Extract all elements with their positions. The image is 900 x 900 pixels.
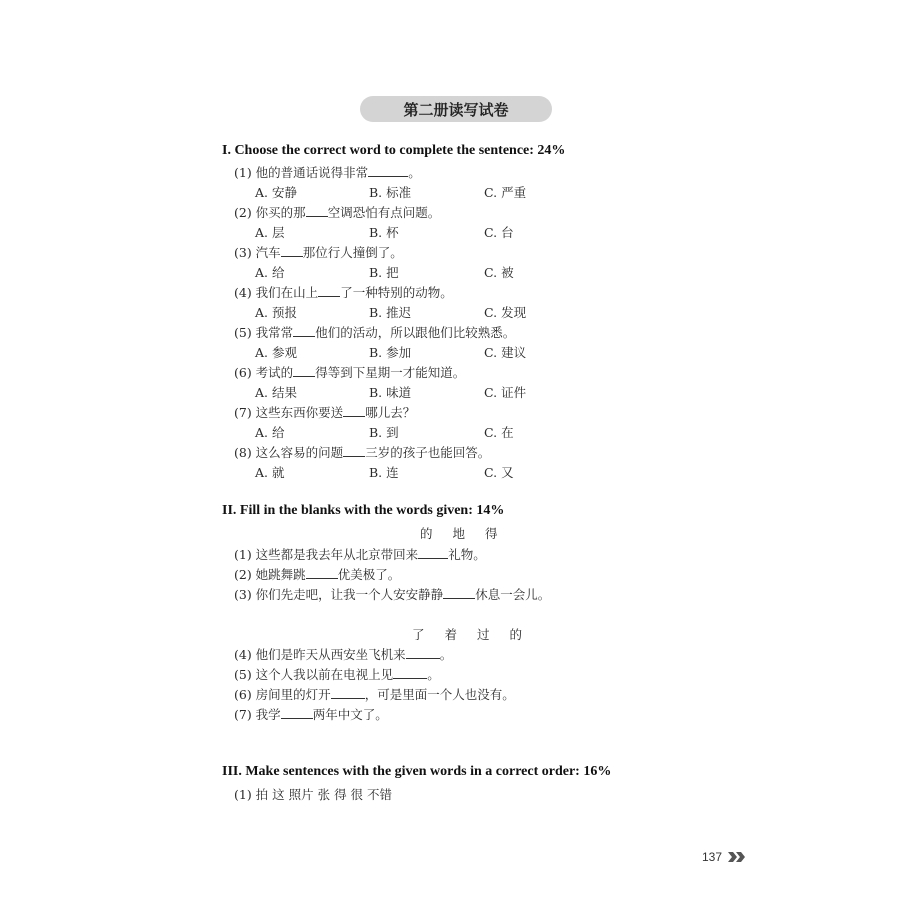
answer-option[interactable]: C. 发现 <box>484 305 527 320</box>
question-4 <box>234 283 453 301</box>
answer-blank[interactable] <box>368 164 408 177</box>
question-text: 了一种特别的动物。 <box>340 285 453 300</box>
answer-option[interactable]: A. 预报 <box>255 305 297 320</box>
answer-option[interactable]: B. 到 <box>369 425 399 440</box>
fill-item-text: 。 <box>439 647 453 662</box>
question-1 <box>234 163 421 181</box>
question-8 <box>234 443 490 461</box>
question-text: (6) 考试的 <box>234 365 294 380</box>
word-bank-item: 了 <box>412 627 425 642</box>
answer-blank[interactable] <box>393 666 427 679</box>
fill-item-text: (3) 你们先走吧，让我一个人安安静静 <box>234 587 444 602</box>
fill-item-text: 优美极了。 <box>337 567 401 582</box>
question-2 <box>234 203 440 221</box>
answer-blank[interactable] <box>343 444 365 457</box>
answer-option[interactable]: C. 严重 <box>484 185 527 200</box>
fill-item-text: (7) 我学 <box>234 707 281 722</box>
section-2-heading: II. Fill in the blanks with the words given: 14% <box>222 503 505 518</box>
question-7 <box>234 403 415 421</box>
answer-option[interactable]: C. 台 <box>484 225 514 240</box>
question-text: (7) 这些东西你要送 <box>234 405 344 420</box>
page-number <box>702 850 746 864</box>
fill-item-6 <box>234 685 515 703</box>
word-bank-item: 得 <box>485 526 498 541</box>
fill-item-text: (4) 他们是昨天从西安坐飞机来 <box>234 647 406 662</box>
question-text: 他们的活动，所以跟他们比较熟悉。 <box>315 325 516 340</box>
fill-item-text: 两年中文了。 <box>312 707 388 722</box>
fill-item-text: (1) 这些都是我去年从北京带回来 <box>234 547 419 562</box>
answer-option[interactable]: B. 标准 <box>369 185 412 200</box>
word-bank-2 <box>412 625 538 643</box>
question-text: 三岁的孩子也能回答。 <box>365 445 491 460</box>
answer-option[interactable]: B. 连 <box>369 465 399 480</box>
question-text: (1) 他的普通话说得非常 <box>234 165 369 180</box>
fill-item-text: (5) 这个人我以前在电视上见 <box>234 667 394 682</box>
fill-item-text: 休息一会儿。 <box>475 587 551 602</box>
question-5 <box>234 323 515 341</box>
word-bank-item: 的 <box>420 526 433 541</box>
answer-blank[interactable] <box>281 244 303 257</box>
question-text: (5) 我常常 <box>234 325 294 340</box>
answer-blank[interactable] <box>343 404 365 417</box>
word-bank-item: 过 <box>477 627 490 642</box>
fill-item-4 <box>234 645 452 663</box>
fill-item-7 <box>234 705 388 723</box>
fill-item-text: (2) 她跳舞跳 <box>234 567 306 582</box>
question-text: 那位行人撞倒了。 <box>302 245 403 260</box>
question-text: (4) 我们在山上 <box>234 285 319 300</box>
answer-option[interactable]: A. 给 <box>255 425 285 440</box>
word-bank-item: 着 <box>444 627 458 642</box>
word-bank-item: 的 <box>509 627 523 642</box>
answer-blank[interactable] <box>406 646 440 659</box>
answer-option[interactable]: A. 结果 <box>255 385 297 400</box>
answer-blank[interactable] <box>293 364 315 377</box>
answer-option[interactable]: A. 层 <box>255 225 285 240</box>
answer-option[interactable]: B. 味道 <box>369 385 412 400</box>
question-text: 空调恐怕有点问题。 <box>327 205 441 220</box>
fill-item-5 <box>234 665 440 683</box>
answer-option[interactable]: A. 给 <box>255 265 285 280</box>
fill-item-1 <box>234 545 486 563</box>
question-text: 哪儿去？ <box>365 405 416 420</box>
double-chevron-right-icon <box>728 852 746 862</box>
page-number-text: 137 <box>702 850 723 864</box>
question-3 <box>234 243 403 261</box>
fill-item-2 <box>234 565 400 583</box>
answer-blank[interactable] <box>318 284 340 297</box>
answer-blank[interactable] <box>331 686 365 699</box>
answer-option[interactable]: B. 推迟 <box>369 305 412 320</box>
fill-item-3 <box>234 585 550 603</box>
section-1-heading: I. Choose the correct word to complete the sentence: 24% <box>222 143 566 158</box>
answer-option[interactable]: C. 在 <box>484 425 514 440</box>
answer-option[interactable]: A. 参观 <box>255 345 297 360</box>
answer-blank[interactable] <box>443 586 475 599</box>
answer-blank[interactable] <box>281 706 313 719</box>
answer-blank[interactable] <box>306 204 328 217</box>
answer-option[interactable]: B. 把 <box>369 265 399 280</box>
question-text: (3) 汽车 <box>234 245 281 260</box>
fill-item-text: ，可是里面一个人也没有。 <box>364 687 515 702</box>
answer-option[interactable]: A. 就 <box>255 465 285 480</box>
question-text: 得等到下星期一才能知道。 <box>315 365 466 380</box>
question-text: (2) 你买的那 <box>234 205 306 220</box>
answer-blank[interactable] <box>293 324 315 337</box>
word-bank-item: 地 <box>452 526 466 541</box>
question-6 <box>234 363 465 381</box>
answer-option[interactable]: A. 安静 <box>255 185 297 200</box>
fill-item-text: 礼物。 <box>448 547 486 562</box>
fill-item-text: 。 <box>427 667 440 682</box>
test-title: 第二册读写试卷 <box>360 96 552 122</box>
answer-option[interactable]: B. 参加 <box>369 345 412 360</box>
answer-option[interactable]: B. 杯 <box>369 225 399 240</box>
fill-item-text: (6) 房间里的灯开 <box>234 687 331 702</box>
section-3-heading: III. Make sentences with the given words in a correct order: 16% <box>222 764 612 779</box>
question-text: 。 <box>408 165 421 180</box>
question-text: (8) 这么容易的问题 <box>234 445 344 460</box>
word-bank-1 <box>420 524 514 542</box>
answer-option[interactable]: C. 被 <box>484 265 514 280</box>
reorder-item-1: (1) 拍 这 照片 张 得 很 不错 <box>234 787 393 802</box>
answer-blank[interactable] <box>418 546 448 559</box>
answer-blank[interactable] <box>306 566 338 579</box>
answer-option[interactable]: C. 建议 <box>484 345 527 360</box>
answer-option[interactable]: C. 又 <box>484 465 514 480</box>
answer-option[interactable]: C. 证件 <box>484 385 527 400</box>
